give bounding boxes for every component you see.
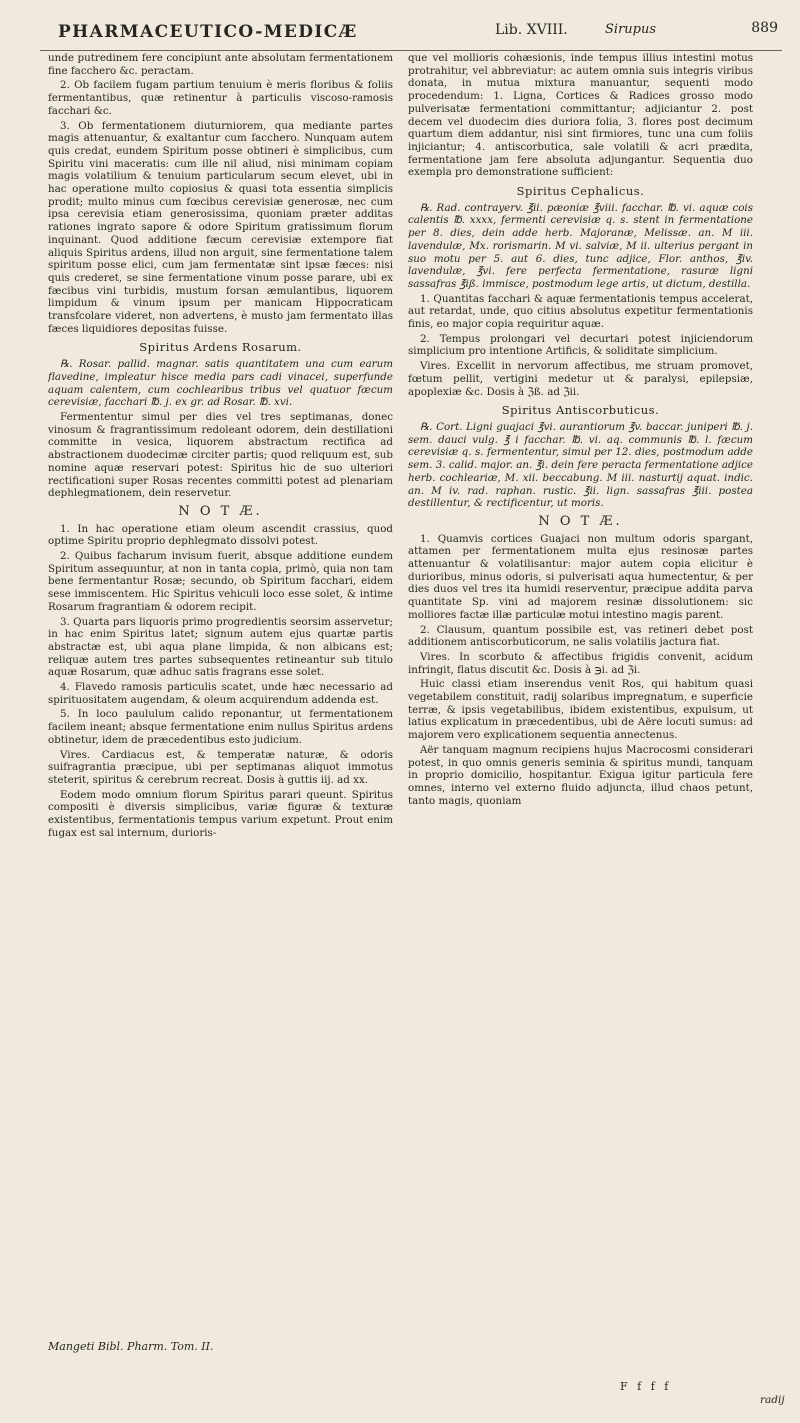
notes-heading: N O T Æ. bbox=[178, 503, 263, 519]
paragraph: Fermententur simul per dies vel tres septimanas, donec vinosum & fragrantissimum redoleant odorem, dein destillationi committe in vesica, liquorem abstractum rectifica ad abstractionem duodecimæ circiter partis; quod reliquum est, sub nomine aquæ reservari potest: Spiritus hic de suo ulteriori rectificationi super Rosas recentes committi potest ad plenariam dephlegmationem, dein reservetur. bbox=[48, 410, 393, 500]
running-header bbox=[40, 18, 782, 51]
notes-heading: N O T Æ. bbox=[538, 513, 623, 529]
paragraph: que vel mollioris cohæsionis, inde tempus illius intestini motus protrahitur, vel abbreviatur: ac autem omnia suis integris viribus donata, in mutua mixtura manuantur, sequenti modo procedendum: 1. Ligna, Cortices & Radices grosso modo pulverisatæ fermentationi committantur; adjiciantur 2. post decem vel duodecim dies duriora folia, 3. flores post decimum quartum diem addantur, nisi sint firmiores, tunc una cum foliis injiciantur; 4. antiscorbutica, sale volatili & acri prædita, fermentatione jam fere absoluta adjungantur. Sequentia duo exempla pro demonstratione sufficient: bbox=[408, 52, 753, 179]
note: 2. Quibus facharum invisum fuerit, absque additione eundem Spiritum assequuntur, at non in tanta copia, primò, quia non tam bene fermentantur Rosæ; secundo, ob Spiritum facchari, eidem sese immiscentem. Hic Spiritus vehiculi loco esse solet, & intime Rosarum fragrantiam & odorem recipit. bbox=[48, 550, 393, 613]
paragraph: unde putredinem fere concipiunt ante absolutam fermentationem fine facchero &c. peractam. bbox=[48, 52, 393, 77]
vires: Vires. In scorbuto & affectibus frigidis convenit, acidum infringit, flatus discutit &c. Dosis à ℈i. ad ℨi. bbox=[408, 650, 753, 676]
section-heading: Spiritus Antiscorbuticus. bbox=[501, 403, 660, 418]
note: 4. Flavedo ramosis particulis scatet, unde hæc necessario ad spirituositatem augendam, & oleum acquirendum addenda est. bbox=[48, 681, 393, 706]
recipe: ℞. Rosar. pallid. magnar. satis quantitatem una cum earum flavedine, impleatur hisce media pars cadi vinacei, superfunde aquam calentem, cum cochlearibus tribus vel quatuor fæcum cerevisiæ, facchari ℔. j. ex gr. ad Rosar. ℔. xvi. bbox=[48, 358, 393, 409]
note: 1. In hac operatione etiam oleum ascendit crassius, quod optime Spiritu proprio dephlegmato dissolvi potest. bbox=[48, 522, 393, 548]
book-number: Lib. XVIII. bbox=[495, 22, 568, 38]
section-name: Sirupus bbox=[605, 22, 657, 37]
vires: Vires. Cardiacus est, & temperatæ naturæ, & odoris suifragrantia præcipue, ubi per septimanas aliquot immotus steterit, spiritus & cerebrum recreat. Dosis à guttis iij. ad xx. bbox=[48, 748, 393, 786]
running-title: PHARMACEUTICO-MEDICÆ bbox=[58, 22, 358, 42]
signature-line: Mangeti Bibl. Pharm. Tom. II. bbox=[48, 1340, 214, 1353]
paragraph: Aër tanquam magnum recipiens hujus Macrocosmi considerari potest, in quo omnis generis seminia & spiritus mundi, tanquam in proprio domicilio, hospitantur. Exigua igitur particula fere omnes, interno vel externo fluido adjuncta, illud chaos petunt, tanto magis, quoniam bbox=[408, 743, 753, 807]
paragraph: Eodem modo omnium florum Spiritus parari queunt. Spiritus compositi è diversis simplicibus, variæ figuræ & texturæ existentibus, fermentationis tempus varium expetunt. Prout enim fugax est sal internum, durioris- bbox=[48, 788, 393, 839]
note: 5. In loco paululum calido reponantur, ut fermentationem facilem ineant; absque fermentatione enim nullus Spiritus ardens obtinetur, idem de præcedentibus esto judicium. bbox=[48, 708, 393, 746]
note: 2. Clausum, quantum possibile est, vas retineri debet post additionem antiscorbuticorum, ne salis volatilis jactura fiat. bbox=[408, 623, 753, 649]
recipe: ℞. Cort. Ligni guajaci ℥vi. aurantiorum ℥v. baccar. juniperi ℔. j. sem. dauci vulg. ℥ i facchar. ℔. vi. aq. communis ℔. l. fæcum cerevisiæ q. s. fermententur, simul per 12. dies, postmodum adde sem. 3. calid. major. an. ℥i. dein fere peracta fermentatione adjice herb. cochleariæ, M. xii. beccabung. M iii. nasturtij aquat. indic. an. M iv. rad. raphan. rustic. ℥ii. lign. sassafras ℥iii. postea destillentur, & rectificentur, ut moris. bbox=[408, 420, 753, 510]
note: 2. Tempus prolongari vel decurtari potest injiciendorum simplicium pro intentione Artificis, & soliditate simplicium. bbox=[408, 332, 753, 358]
note: 1. Quamvis cortices Guajaci non multum odoris spargant, attamen per fermentationem multa ejus resinosæ partes attenuantur & volatilisantur: major autem copia elicitur è durioribus, minus odoris, si pulverisati aqua humectentur, & per dies duos vel tres ita humidi reserventur, præcipue addita parva quantitate Sp. vini ad majorem resinæ dissolutionem: sic molliores factæ illæ particulæ motui intestino magis parent. bbox=[408, 532, 753, 621]
right-column bbox=[408, 52, 753, 1352]
vires: Vires. Excellit in nervorum affectibus, me struam promovet, fœtum pellit, vertigini medetur ut & paralysi, epilepsiæ, apoplexiæ &c. Dosis à ℨß. ad ℨii. bbox=[408, 360, 753, 398]
section-heading: Spiritus Ardens Rosarum. bbox=[139, 340, 302, 355]
catchword: radij bbox=[760, 1394, 785, 1406]
section-heading: Spiritus Cephalicus. bbox=[516, 184, 645, 199]
paragraph: 3. Ob fermentationem diuturniorem, qua mediante partes magis attenuantur, & exaltantur cum facchero. Nunquam autem quis credat, eundem Spiritum posse obtineri è simplicibus, cum Spiritu vini maceratis: cum ille nil aliud, nisi minimam copiam magis volatilium & tenuium particularum secum elevet, ubi in hac operatione multo copiosius & quasi tota essentia simplicis prodit; multo minus cum fœcibus cerevisiæ generosæ, nec cum ipsa cerevisia etiam generosissima, quoniam præter additas rationes ingrato sapore & odore Spiritum gratissimum florum inquinant. Quod additione fæcum cerevisiæ extempore fiat aliquis Spiritus ardens, illud non arguit, sine fermentatione talem spiritum posse elici, cum jam fermentatæ sint ipsæ fæces: nisi quis crederet, se sine fermentatione vinum posse parare, ubi ex fæcibus vini turbidis, mustum forsan æmulantibus, liquorem limpidum & vinum ipsum per manicam Hippocraticam transfcolare videret, non advertens, è musto jam fermentato illas fæces liquidiores depositas fuisse. bbox=[48, 119, 393, 335]
recipe: ℞. Rad. contrayerv. ℥ii. pæoniæ ℥viii. facchar. ℔. vi. aquæ cois calentis ℔. xxxx, fermenti cerevisiæ q. s. stent in fermentatione per 8. dies, dein adde herb. Majoranæ, Melissæ. an. M iii. lavendulæ, Mx. rorismarin. M vi. salviæ, M ii. ulterius pergant in suo motu per 5. aut 6. dies, tunc adjice, Flor. anthos, ℥iv. lavendulæ, ℥vi. fere perfecta fermentatione, rasuræ ligni sassafras ℥iß. immisce, postmodum lege artis, ut dictum, destilla. bbox=[408, 201, 753, 290]
paragraph: Huic classi etiam inserendus venit Ros, qui habitum quasi vegetabilem constituit, radij solaribus impregnatum, e superficie terræ, & ipsis vegetabilibus, ibidem existentibus, expulsum, ut latius explicatum in præcedentibus, ubi de Aëre locuti sumus: ad majorem vero explicationem sequentia annectenus. bbox=[408, 678, 753, 742]
page-number: 889 bbox=[751, 20, 778, 36]
signature-mark: F f f f bbox=[620, 1380, 672, 1393]
left-column bbox=[48, 52, 393, 1342]
note: 3. Quarta pars liquoris primo progredientis seorsim asservetur; in hac enim Spiritus latet; signum autem ejus quartæ partis abstractæ est, ubi aqua plane limpida, & non albicans est; reliquæ autem tres partes subsequentes retineantur sub titulo aquæ Rosarum, quæ adhuc satis fragrans esse solet. bbox=[48, 615, 393, 679]
paragraph: 2. Ob facilem fugam partium tenuium è meris floribus & foliis fermentantibus, quæ retinentur à particulis viscoso-ramosis facchari &c. bbox=[48, 79, 393, 117]
note: 1. Quantitas facchari & aquæ fermentationis tempus accelerat, aut retardat, unde, quo citius absolutus expetitur fermentationis finis, eo major copia requiritur aquæ. bbox=[408, 292, 753, 331]
